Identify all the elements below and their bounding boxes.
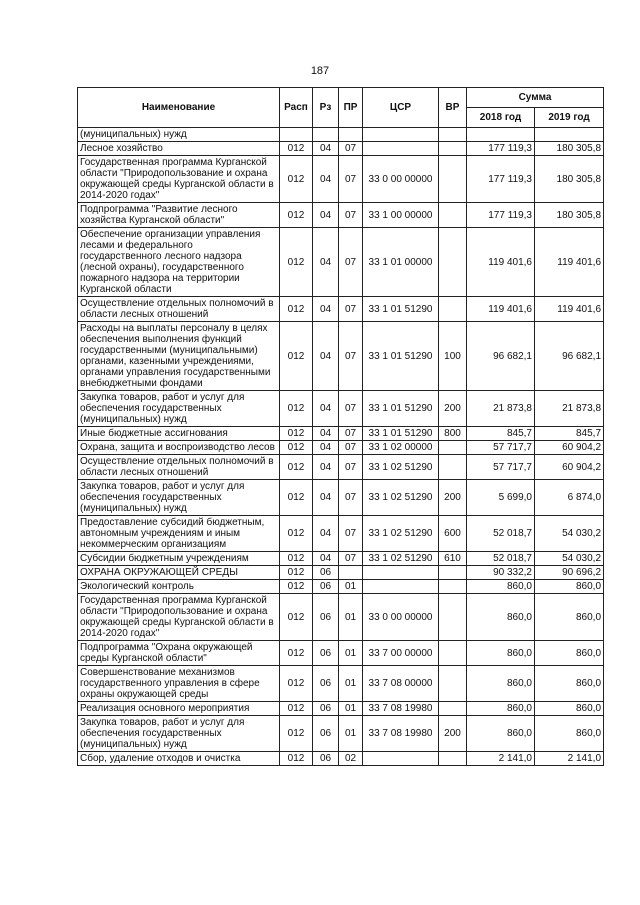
cell-rasp: 012 <box>280 441 313 455</box>
cell-csr: 33 7 00 00000 <box>363 641 439 666</box>
cell-vr <box>439 297 467 322</box>
cell-rasp: 012 <box>280 322 313 391</box>
cell-rz: 04 <box>313 552 339 566</box>
cell-csr: 33 1 02 51290 <box>363 516 439 552</box>
cell-name: Осуществление отдельных полномочий в области лесных отношений <box>78 455 280 480</box>
cell-y2019 <box>535 128 604 142</box>
cell-y2018: 90 332,2 <box>467 566 535 580</box>
cell-rasp: 012 <box>280 203 313 228</box>
cell-y2018: 119 401,6 <box>467 228 535 297</box>
cell-name: Подпрограмма "Развитие лесного хозяйства Курганской области" <box>78 203 280 228</box>
cell-y2018: 860,0 <box>467 666 535 702</box>
cell-rz: 04 <box>313 228 339 297</box>
cell-vr <box>439 594 467 641</box>
cell-y2018: 96 682,1 <box>467 322 535 391</box>
header-vr: ВР <box>439 88 467 128</box>
cell-pr: 07 <box>339 516 363 552</box>
cell-vr <box>439 156 467 203</box>
table-row <box>78 142 604 156</box>
cell-y2018: 177 119,3 <box>467 156 535 203</box>
header-2018: 2018 год <box>467 108 535 128</box>
budget-table <box>77 87 604 766</box>
cell-y2019: 6 874,0 <box>535 480 604 516</box>
cell-y2019: 119 401,6 <box>535 297 604 322</box>
header-rz: Рз <box>313 88 339 128</box>
cell-csr: 33 1 01 00000 <box>363 228 439 297</box>
cell-rz: 04 <box>313 322 339 391</box>
cell-rasp: 012 <box>280 752 313 766</box>
cell-name: Обеспечение организации управления лесами и федерального государственного лесного надзора (лесной охраны), государственного пожарного надзора на территории Курганской области <box>78 228 280 297</box>
cell-pr: 07 <box>339 480 363 516</box>
table-row <box>78 552 604 566</box>
cell-rasp: 012 <box>280 641 313 666</box>
table-row <box>78 203 604 228</box>
cell-csr: 33 0 00 00000 <box>363 594 439 641</box>
cell-vr: 600 <box>439 516 467 552</box>
cell-rasp: 012 <box>280 702 313 716</box>
cell-y2019: 54 030,2 <box>535 552 604 566</box>
cell-y2018: 57 717,7 <box>467 455 535 480</box>
table-row <box>78 228 604 297</box>
cell-vr: 800 <box>439 427 467 441</box>
cell-y2018: 860,0 <box>467 702 535 716</box>
cell-y2018: 2 141,0 <box>467 752 535 766</box>
cell-rz: 06 <box>313 702 339 716</box>
cell-rz: 04 <box>313 455 339 480</box>
cell-rz <box>313 128 339 142</box>
table-row <box>78 580 604 594</box>
cell-y2018: 119 401,6 <box>467 297 535 322</box>
cell-name: Лесное хозяйство <box>78 142 280 156</box>
cell-pr: 07 <box>339 427 363 441</box>
cell-rz: 04 <box>313 142 339 156</box>
cell-vr <box>439 641 467 666</box>
cell-name: Закупка товаров, работ и услуг для обеспечения государственных (муниципальных) нужд <box>78 480 280 516</box>
cell-pr: 07 <box>339 156 363 203</box>
cell-rasp: 012 <box>280 480 313 516</box>
header-csr: ЦСР <box>363 88 439 128</box>
cell-y2018: 52 018,7 <box>467 516 535 552</box>
table-row <box>78 516 604 552</box>
cell-rz: 04 <box>313 297 339 322</box>
cell-name: Субсидии бюджетным учреждениям <box>78 552 280 566</box>
cell-y2019: 96 682,1 <box>535 322 604 391</box>
cell-rasp: 012 <box>280 427 313 441</box>
cell-pr: 01 <box>339 716 363 752</box>
cell-y2019: 860,0 <box>535 594 604 641</box>
cell-y2019: 21 873,8 <box>535 391 604 427</box>
cell-pr <box>339 128 363 142</box>
table-row <box>78 594 604 641</box>
cell-csr: 33 1 02 51290 <box>363 552 439 566</box>
cell-pr <box>339 566 363 580</box>
cell-csr <box>363 566 439 580</box>
cell-csr: 33 1 02 00000 <box>363 441 439 455</box>
cell-rz: 04 <box>313 391 339 427</box>
cell-rz: 04 <box>313 480 339 516</box>
cell-rasp: 012 <box>280 594 313 641</box>
cell-rz: 04 <box>313 516 339 552</box>
cell-csr: 33 0 00 00000 <box>363 156 439 203</box>
header-pr: ПР <box>339 88 363 128</box>
table-row <box>78 702 604 716</box>
cell-name: Реализация основного мероприятия <box>78 702 280 716</box>
cell-pr: 01 <box>339 594 363 641</box>
cell-csr: 33 1 02 51290 <box>363 455 439 480</box>
cell-y2019: 2 141,0 <box>535 752 604 766</box>
table-row <box>78 752 604 766</box>
cell-y2018: 21 873,8 <box>467 391 535 427</box>
cell-rasp: 012 <box>280 297 313 322</box>
cell-y2018: 177 119,3 <box>467 142 535 156</box>
cell-rasp: 012 <box>280 716 313 752</box>
cell-rasp: 012 <box>280 391 313 427</box>
cell-name: Сбор, удаление отходов и очистка <box>78 752 280 766</box>
cell-y2019: 860,0 <box>535 666 604 702</box>
cell-vr <box>439 580 467 594</box>
cell-name: Закупка товаров, работ и услуг для обеспечения государственных (муниципальных) нужд <box>78 716 280 752</box>
cell-vr <box>439 441 467 455</box>
table-row <box>78 427 604 441</box>
cell-y2019: 60 904,2 <box>535 455 604 480</box>
table-body <box>78 128 604 766</box>
table-row <box>78 297 604 322</box>
cell-name: Закупка товаров, работ и услуг для обеспечения государственных (муниципальных) нужд <box>78 391 280 427</box>
cell-pr: 01 <box>339 702 363 716</box>
cell-y2018: 860,0 <box>467 641 535 666</box>
cell-vr <box>439 455 467 480</box>
cell-y2019: 90 696,2 <box>535 566 604 580</box>
table-row <box>78 128 604 142</box>
cell-y2019: 860,0 <box>535 580 604 594</box>
cell-y2018: 177 119,3 <box>467 203 535 228</box>
header-2019: 2019 год <box>535 108 604 128</box>
cell-rz: 04 <box>313 203 339 228</box>
cell-csr: 33 1 01 51290 <box>363 297 439 322</box>
header-name: Наименование <box>78 88 280 128</box>
table-row <box>78 716 604 752</box>
cell-csr: 33 1 01 51290 <box>363 322 439 391</box>
cell-csr: 33 7 08 19980 <box>363 716 439 752</box>
cell-vr <box>439 702 467 716</box>
cell-rz: 06 <box>313 580 339 594</box>
cell-rz: 04 <box>313 156 339 203</box>
cell-y2018: 860,0 <box>467 580 535 594</box>
cell-csr: 33 1 00 00000 <box>363 203 439 228</box>
cell-name: Государственная программа Курганской области "Природопользование и охрана окружающей среды Курганской области в 2014-2020 годах" <box>78 594 280 641</box>
cell-y2019: 60 904,2 <box>535 441 604 455</box>
cell-csr: 33 7 08 19980 <box>363 702 439 716</box>
cell-y2018: 845,7 <box>467 427 535 441</box>
cell-rasp: 012 <box>280 516 313 552</box>
cell-name: Подпрограмма "Охрана окружающей среды Курганской области" <box>78 641 280 666</box>
table-row <box>78 441 604 455</box>
cell-name: Охрана, защита и воспроизводство лесов <box>78 441 280 455</box>
cell-csr <box>363 142 439 156</box>
table-row <box>78 391 604 427</box>
cell-y2019: 180 305,8 <box>535 142 604 156</box>
cell-name: (муниципальных) нужд <box>78 128 280 142</box>
cell-pr: 01 <box>339 641 363 666</box>
cell-rasp: 012 <box>280 552 313 566</box>
cell-pr: 07 <box>339 441 363 455</box>
table-row <box>78 641 604 666</box>
cell-y2018: 860,0 <box>467 716 535 752</box>
cell-name: Экологический контроль <box>78 580 280 594</box>
cell-rz: 06 <box>313 641 339 666</box>
cell-rasp: 012 <box>280 228 313 297</box>
cell-name: Осуществление отдельных полномочий в области лесных отношений <box>78 297 280 322</box>
table-row <box>78 322 604 391</box>
header-rasp: Расп <box>280 88 313 128</box>
cell-name: Иные бюджетные ассигнования <box>78 427 280 441</box>
cell-csr: 33 7 08 00000 <box>363 666 439 702</box>
cell-name: Предоставление субсидий бюджетным, автономным учреждениям и иным некоммерческим организациям <box>78 516 280 552</box>
cell-rz: 06 <box>313 666 339 702</box>
cell-name: ОХРАНА ОКРУЖАЮЩЕЙ СРЕДЫ <box>78 566 280 580</box>
cell-y2018: 52 018,7 <box>467 552 535 566</box>
cell-rz: 04 <box>313 427 339 441</box>
cell-vr <box>439 142 467 156</box>
cell-y2019: 860,0 <box>535 641 604 666</box>
cell-y2019: 119 401,6 <box>535 228 604 297</box>
cell-y2018 <box>467 128 535 142</box>
cell-vr: 200 <box>439 391 467 427</box>
cell-rasp: 012 <box>280 666 313 702</box>
cell-pr: 07 <box>339 455 363 480</box>
cell-pr: 07 <box>339 142 363 156</box>
page-number: 187 <box>310 65 330 77</box>
cell-pr: 01 <box>339 580 363 594</box>
cell-csr <box>363 752 439 766</box>
cell-pr: 07 <box>339 322 363 391</box>
cell-pr: 01 <box>339 666 363 702</box>
cell-vr: 200 <box>439 716 467 752</box>
cell-csr: 33 1 01 51290 <box>363 391 439 427</box>
cell-name: Государственная программа Курганской области "Природопользование и охрана окружающей среды Курганской области в 2014-2020 годах" <box>78 156 280 203</box>
cell-rasp: 012 <box>280 156 313 203</box>
cell-rz: 04 <box>313 441 339 455</box>
cell-rz: 06 <box>313 716 339 752</box>
cell-rasp: 012 <box>280 566 313 580</box>
cell-csr <box>363 580 439 594</box>
cell-name: Совершенствование механизмов государственного управления в сфере охраны окружающей среды <box>78 666 280 702</box>
cell-y2019: 54 030,2 <box>535 516 604 552</box>
cell-y2019: 860,0 <box>535 716 604 752</box>
cell-y2018: 860,0 <box>467 594 535 641</box>
cell-y2019: 180 305,8 <box>535 156 604 203</box>
cell-rasp: 012 <box>280 142 313 156</box>
cell-y2019: 860,0 <box>535 702 604 716</box>
cell-y2018: 57 717,7 <box>467 441 535 455</box>
cell-name: Расходы на выплаты персоналу в целях обеспечения выполнения функций государственными (муниципальными) органами, казенными учреждениями, органами управления государственными внебюджетными фондами <box>78 322 280 391</box>
cell-vr <box>439 566 467 580</box>
cell-pr: 07 <box>339 297 363 322</box>
cell-vr: 610 <box>439 552 467 566</box>
cell-vr <box>439 752 467 766</box>
cell-rasp <box>280 128 313 142</box>
cell-y2018: 5 699,0 <box>467 480 535 516</box>
cell-pr: 02 <box>339 752 363 766</box>
cell-rasp: 012 <box>280 455 313 480</box>
cell-rz: 06 <box>313 566 339 580</box>
cell-vr: 100 <box>439 322 467 391</box>
cell-y2019: 180 305,8 <box>535 203 604 228</box>
cell-vr <box>439 666 467 702</box>
cell-vr <box>439 203 467 228</box>
cell-vr: 200 <box>439 480 467 516</box>
table-row <box>78 566 604 580</box>
cell-rz: 06 <box>313 594 339 641</box>
header-sum: Сумма <box>467 88 604 108</box>
cell-csr: 33 1 01 51290 <box>363 427 439 441</box>
table-row <box>78 666 604 702</box>
cell-pr: 07 <box>339 203 363 228</box>
table-row <box>78 156 604 203</box>
cell-vr <box>439 128 467 142</box>
cell-csr: 33 1 02 51290 <box>363 480 439 516</box>
cell-pr: 07 <box>339 391 363 427</box>
cell-pr: 07 <box>339 228 363 297</box>
cell-y2019: 845,7 <box>535 427 604 441</box>
cell-vr <box>439 228 467 297</box>
cell-rz: 06 <box>313 752 339 766</box>
cell-csr <box>363 128 439 142</box>
table-row <box>78 455 604 480</box>
cell-rasp: 012 <box>280 580 313 594</box>
cell-pr: 07 <box>339 552 363 566</box>
table-row <box>78 480 604 516</box>
